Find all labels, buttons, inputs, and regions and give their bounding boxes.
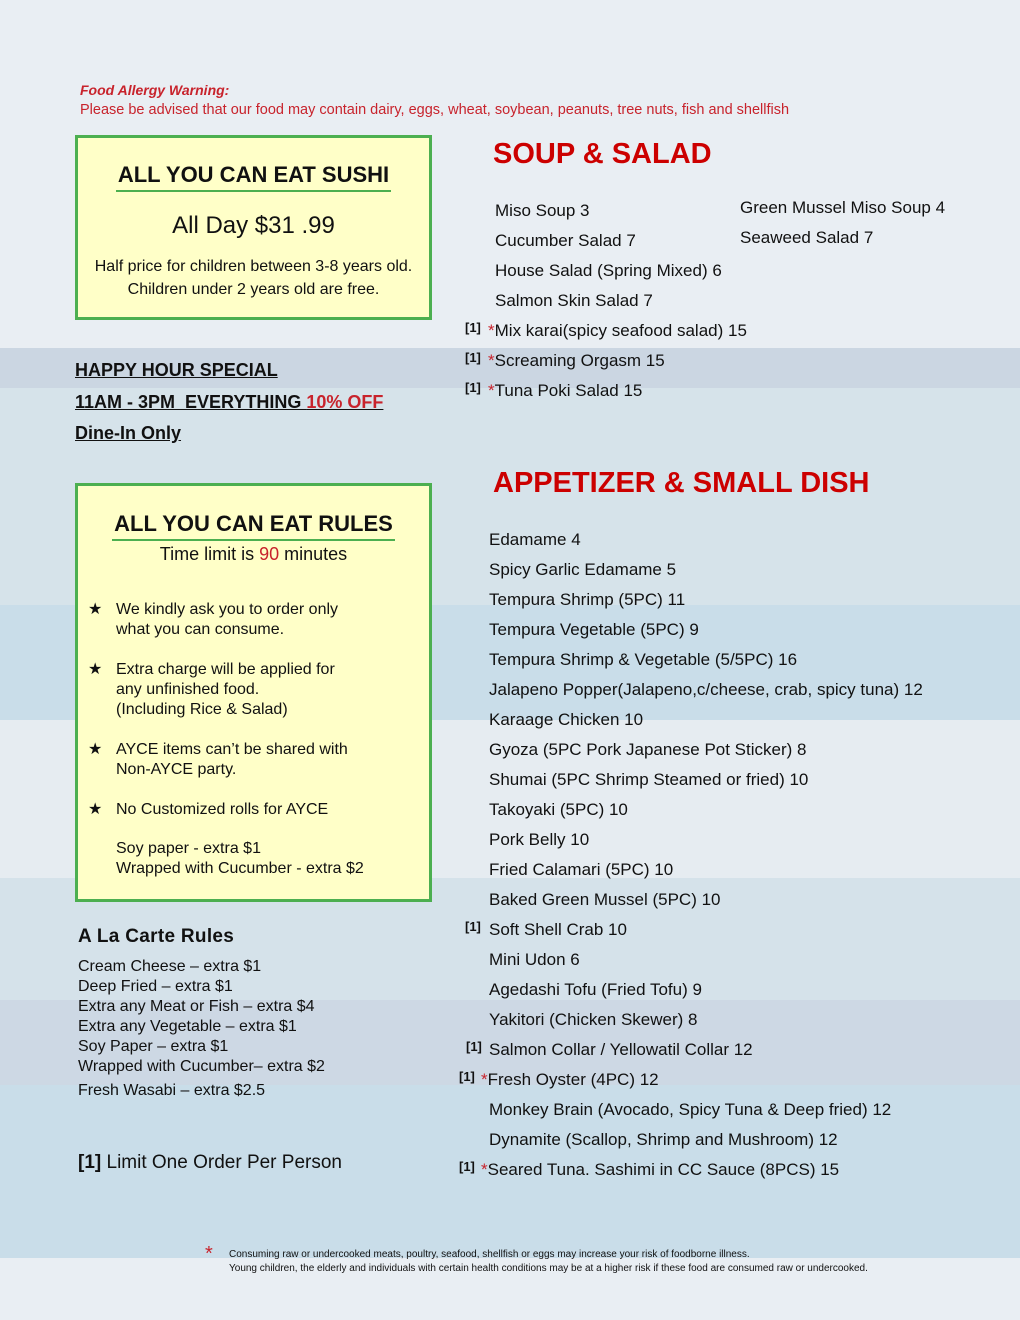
menu-item-name: Tempura Vegetable (5PC) 9 [489,620,699,639]
menu-item-name: Miso Soup 3 [495,201,590,220]
rule-item [88,600,338,640]
menu-item [495,261,722,281]
alacarte-item: Extra any Vegetable – extra $1 [78,1018,297,1035]
menu-item-name: Cucumber Salad 7 [495,231,636,250]
rules-title: ALL YOU CAN EAT RULES [112,511,395,541]
menu-item-name: Takoyaki (5PC) 10 [489,800,628,819]
limit-one-marker: [1] [465,380,481,395]
menu-item [489,530,581,550]
alacarte-item: Cream Cheese – extra $1 [78,958,262,975]
menu-item [489,740,806,760]
happy-hour-title: HAPPY HOUR SPECIAL [75,360,278,380]
ayce-note: Half price for children between 3-8 years old. [94,258,413,275]
menu-item: Green Mussel Miso Soup 4 [740,198,946,217]
menu-item-name: Monkey Brain (Avocado, Spicy Tuna & Deep fried) 12 [489,1100,892,1119]
menu-item [489,650,797,670]
raw-warning-icon: * [488,321,495,340]
ayce-note: Children under 2 years old are free. [127,281,380,298]
rule-text: (Including Rice & Salad) [116,701,288,718]
menu-item-name: Tempura Shrimp (5PC) 11 [489,590,686,609]
menu-item [488,321,747,341]
star-icon: ★ [88,741,103,758]
menu-item [489,620,699,640]
time-limit [78,544,429,565]
menu-item-name: Mix karai(spicy seafood salad) 15 [494,321,747,340]
rule-text: Non-AYCE party. [116,761,237,778]
menu-item [489,980,702,1000]
alacarte-item: Fresh Wasabi – extra $2.5 [78,1082,266,1099]
footer-line: Consuming raw or undercooked meats, poultry, seafood, shellfish or eggs may increase your risk of foodborne illness. [229,1249,750,1260]
menu-item [489,1100,891,1120]
raw-warning-icon: * [481,1070,488,1089]
menu-item-name: Fried Calamari (5PC) 10 [489,860,674,879]
menu-item [489,1040,753,1060]
happy-hour-discount: 10% OFF [306,392,384,412]
menu-item-name: Mini Udon 6 [489,950,580,969]
menu-item-name: Yakitori (Chicken Skewer) 8 [489,1010,698,1029]
rule-item [88,660,335,720]
limit-one-marker: [1] [466,1039,482,1054]
rule-text: No Customized rolls for AYCE [116,801,329,818]
menu-item [489,860,673,880]
menu-item-name: Seared Tuna. Sashimi in CC Sauce (8PCS) 15 [487,1160,840,1179]
rule-extra-text: Soy paper - extra $1 [116,840,261,857]
menu-item-name: Tempura Shrimp & Vegetable (5/5PC) 16 [489,650,798,669]
menu-item-name: Shumai (5PC Shrimp Steamed or fried) 10 [489,770,809,789]
menu-item [489,590,685,610]
footer-disclaimer [229,1248,868,1276]
menu-item [489,770,808,790]
time-limit-value: 90 [259,544,280,564]
menu-item-name: Tuna Poki Salad 15 [494,381,643,400]
menu-item: Seaweed Salad 7 [740,228,874,247]
menu-item [481,1160,839,1180]
menu-item [489,800,628,820]
menu-item-name: Gyoza (5PC Pork Japanese Pot Sticker) 8 [489,740,807,759]
menu-item [488,351,665,371]
alacarte-item: Soy Paper – extra $1 [78,1038,229,1055]
menu-item [489,950,580,970]
menu-item-name: Screaming Orgasm 15 [494,351,665,370]
menu-item-name: Dynamite (Scallop, Shrimp and Mushroom) 12 [489,1130,838,1149]
ayce-title: ALL YOU CAN EAT SUSHI [116,162,391,192]
menu-item-name: Salmon Skin Salad 7 [495,291,653,310]
allergy-warning-title: Food Allergy Warning: [80,82,230,98]
menu-item [489,680,923,700]
limit-note [78,1152,342,1174]
appetizer-title: APPETIZER & SMALL DISH [493,467,870,499]
menu-item [481,1070,659,1090]
time-limit-text: Time limit is [159,544,260,564]
menu-item-name: Salmon Collar / Yellowatil Collar 12 [489,1040,753,1059]
footer-line: Young children, the elderly and individuals with certain health conditions may be at a higher risk if these food are consumed raw or undercooked. [229,1263,868,1274]
rule-item [88,740,348,780]
raw-warning-icon: * [488,351,495,370]
soup-salad-title: SOUP & SALAD [493,138,712,170]
menu-item [489,710,643,730]
limit-mark: [1] [78,1152,102,1173]
rule-item [88,800,328,820]
menu-item [488,381,642,401]
rule-text: any unfinished food. [116,681,260,698]
menu-item-name: Soft Shell Crab 10 [489,920,627,939]
allergy-warning-text: Please be advised that our food may contain dairy, eggs, wheat, soybean, peanuts, tree nuts, fish and shellfish [80,102,790,118]
raw-asterisk-icon: * [205,1243,213,1265]
limit-one-marker: [1] [465,919,481,934]
menu-item-name: Spicy Garlic Edamame 5 [489,560,677,579]
limit-one-marker: [1] [465,320,481,335]
menu-item [489,560,676,580]
star-icon: ★ [88,661,103,678]
menu-item-name: Karaage Chicken 10 [489,710,644,729]
rule-extra [88,839,364,879]
menu-item-name: Jalapeno Popper(Jalapeno,c/cheese, crab, spicy tuna) 12 [489,680,923,699]
rule-text: We kindly ask you to order only [116,601,339,618]
menu-item [489,830,589,850]
time-limit-text: minutes [279,544,348,564]
alacarte-item: Wrapped with Cucumber– extra $2 [78,1058,325,1075]
menu-item [495,231,636,251]
menu-item [489,1010,697,1030]
limit-one-marker: [1] [465,350,481,365]
menu-item-name: House Salad (Spring Mixed) 6 [495,261,722,280]
menu-item-name: Fresh Oyster (4PC) 12 [487,1070,659,1089]
raw-warning-icon: * [488,381,495,400]
menu-item [495,291,653,311]
star-icon: ★ [88,601,103,618]
menu-item-name: Pork Belly 10 [489,830,590,849]
menu-item-name: Baked Green Mussel (5PC) 10 [489,890,721,909]
menu-item [489,890,721,910]
rule-text: what you can consume. [116,621,285,638]
limit-text: Limit One Order Per Person [101,1152,342,1173]
limit-one-marker: [1] [459,1159,475,1174]
alacarte-title: A La Carte Rules [78,926,235,947]
menu-item [489,1130,838,1150]
raw-warning-icon: * [481,1160,488,1179]
menu-item [495,201,590,221]
rule-text: AYCE items can’t be shared with [116,741,348,758]
dine-in-only: Dine-In Only [75,423,182,443]
ayce-price: All Day $31 .99 [172,212,335,239]
alacarte-item: Deep Fried – extra $1 [78,978,233,995]
star-icon: ★ [88,801,103,818]
happy-hour-time [75,392,383,413]
ayce-sushi-box [75,135,432,320]
happy-hour-hours: 11AM - 3PM EVERYTHING [75,392,307,412]
menu-item-name: Edamame 4 [489,530,581,549]
rule-extra-text: Wrapped with Cucumber - extra $2 [116,860,364,877]
menu-item [489,920,627,940]
menu-item-name: Agedashi Tofu (Fried Tofu) 9 [489,980,702,999]
alacarte-item: Extra any Meat or Fish – extra $4 [78,998,315,1015]
limit-one-marker: [1] [459,1069,475,1084]
rule-text: Extra charge will be applied for [116,661,335,678]
